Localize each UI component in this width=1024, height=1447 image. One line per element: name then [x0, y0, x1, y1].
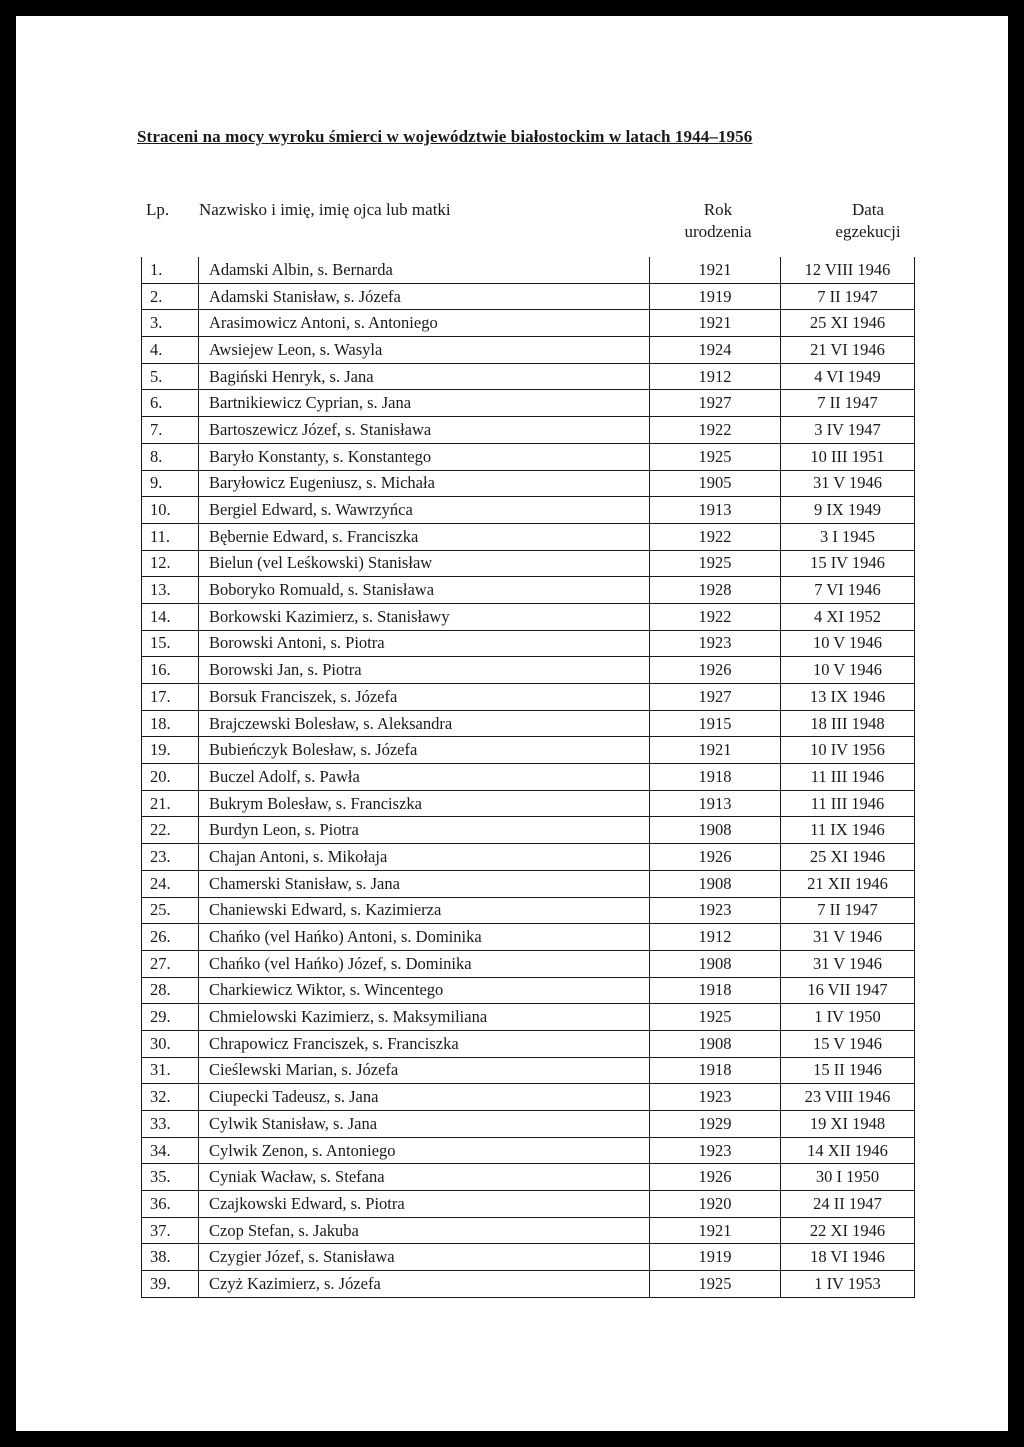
table-row — [142, 710, 915, 737]
row-execution-date: 11 III 1946 — [781, 764, 915, 791]
row-birth-year: 1922 — [650, 417, 781, 444]
table-row — [142, 924, 915, 951]
row-birth-year: 1921 — [650, 737, 781, 764]
row-name: Bagiński Henryk, s. Jana — [199, 363, 650, 390]
row-name: Bartnikiewicz Cyprian, s. Jana — [199, 390, 650, 417]
row-execution-date: 3 I 1945 — [781, 523, 915, 550]
row-number: 1. — [142, 257, 199, 283]
row-name: Czajkowski Edward, s. Piotra — [199, 1191, 650, 1218]
row-name: Buczel Adolf, s. Pawła — [199, 764, 650, 791]
row-birth-year: 1923 — [650, 897, 781, 924]
header-execution-date-line2: egzekucji — [835, 222, 901, 241]
row-birth-year: 1927 — [650, 390, 781, 417]
executions-table — [141, 257, 915, 1298]
row-name: Boboryko Romuald, s. Stanisława — [199, 577, 650, 604]
row-execution-date: 10 III 1951 — [781, 443, 915, 470]
row-name: Czyż Kazimierz, s. Józefa — [199, 1271, 650, 1298]
table-row — [142, 1084, 915, 1111]
row-number: 17. — [142, 684, 199, 711]
row-execution-date: 15 V 1946 — [781, 1030, 915, 1057]
row-birth-year: 1922 — [650, 523, 781, 550]
row-birth-year: 1918 — [650, 1057, 781, 1084]
row-execution-date: 18 III 1948 — [781, 710, 915, 737]
row-birth-year: 1920 — [650, 1191, 781, 1218]
row-birth-year: 1925 — [650, 1271, 781, 1298]
row-execution-date: 25 XI 1946 — [781, 844, 915, 871]
row-birth-year: 1915 — [650, 710, 781, 737]
row-birth-year: 1926 — [650, 844, 781, 871]
row-execution-date: 21 XII 1946 — [781, 870, 915, 897]
table-row — [142, 550, 915, 577]
row-birth-year: 1923 — [650, 630, 781, 657]
row-execution-date: 7 II 1947 — [781, 897, 915, 924]
row-number: 21. — [142, 790, 199, 817]
table-row — [142, 1217, 915, 1244]
row-number: 26. — [142, 924, 199, 951]
table-row — [142, 950, 915, 977]
row-execution-date: 31 V 1946 — [781, 924, 915, 951]
row-number: 11. — [142, 523, 199, 550]
row-number: 6. — [142, 390, 199, 417]
row-birth-year: 1905 — [650, 470, 781, 497]
header-name: Nazwisko i imię, imię ojca lub matki — [199, 200, 451, 219]
row-execution-date: 31 V 1946 — [781, 470, 915, 497]
row-number: 33. — [142, 1111, 199, 1138]
table-row — [142, 603, 915, 630]
row-name: Bielun (vel Leśkowski) Stanisław — [199, 550, 650, 577]
row-name: Bębernie Edward, s. Franciszka — [199, 523, 650, 550]
row-birth-year: 1929 — [650, 1111, 781, 1138]
row-execution-date: 10 IV 1956 — [781, 737, 915, 764]
row-birth-year: 1921 — [650, 257, 781, 283]
row-execution-date: 10 V 1946 — [781, 630, 915, 657]
header-birth-year-line1: Rok — [703, 200, 733, 219]
row-birth-year: 1924 — [650, 337, 781, 364]
row-number: 37. — [142, 1217, 199, 1244]
row-name: Cylwik Stanisław, s. Jana — [199, 1111, 650, 1138]
row-birth-year: 1928 — [650, 577, 781, 604]
table-row — [142, 1004, 915, 1031]
table-row — [142, 1137, 915, 1164]
table-row — [142, 1244, 915, 1271]
row-number: 8. — [142, 443, 199, 470]
row-birth-year: 1926 — [650, 1164, 781, 1191]
row-number: 2. — [142, 283, 199, 310]
row-execution-date: 14 XII 1946 — [781, 1137, 915, 1164]
row-number: 34. — [142, 1137, 199, 1164]
row-execution-date: 22 XI 1946 — [781, 1217, 915, 1244]
row-number: 24. — [142, 870, 199, 897]
row-name: Baryłowicz Eugeniusz, s. Michała — [199, 470, 650, 497]
row-name: Borowski Antoni, s. Piotra — [199, 630, 650, 657]
row-birth-year: 1918 — [650, 977, 781, 1004]
row-birth-year: 1927 — [650, 684, 781, 711]
row-execution-date: 15 II 1946 — [781, 1057, 915, 1084]
row-execution-date: 16 VII 1947 — [781, 977, 915, 1004]
table-row — [142, 390, 915, 417]
row-execution-date: 4 XI 1952 — [781, 603, 915, 630]
table-row — [142, 790, 915, 817]
row-execution-date: 12 VIII 1946 — [781, 257, 915, 283]
row-name: Cyniak Wacław, s. Stefana — [199, 1164, 650, 1191]
row-execution-date: 7 II 1947 — [781, 283, 915, 310]
row-number: 36. — [142, 1191, 199, 1218]
row-birth-year: 1925 — [650, 1004, 781, 1031]
table-row — [142, 417, 915, 444]
row-number: 20. — [142, 764, 199, 791]
row-execution-date: 7 VI 1946 — [781, 577, 915, 604]
row-birth-year: 1921 — [650, 310, 781, 337]
row-number: 29. — [142, 1004, 199, 1031]
row-number: 39. — [142, 1271, 199, 1298]
row-birth-year: 1908 — [650, 950, 781, 977]
row-name: Bartoszewicz Józef, s. Stanisława — [199, 417, 650, 444]
table-row — [142, 523, 915, 550]
row-execution-date: 18 VI 1946 — [781, 1244, 915, 1271]
row-name: Adamski Stanisław, s. Józefa — [199, 283, 650, 310]
row-name: Chamerski Stanisław, s. Jana — [199, 870, 650, 897]
row-execution-date: 30 I 1950 — [781, 1164, 915, 1191]
table-row — [142, 737, 915, 764]
row-execution-date: 1 IV 1950 — [781, 1004, 915, 1031]
table-row — [142, 764, 915, 791]
row-name: Baryło Konstanty, s. Konstantego — [199, 443, 650, 470]
row-number: 9. — [142, 470, 199, 497]
table-row — [142, 310, 915, 337]
table-row — [142, 1030, 915, 1057]
row-number: 13. — [142, 577, 199, 604]
table-row — [142, 1111, 915, 1138]
row-execution-date: 1 IV 1953 — [781, 1271, 915, 1298]
row-execution-date: 3 IV 1947 — [781, 417, 915, 444]
header-execution-date-line1: Data — [851, 200, 885, 219]
row-name: Borkowski Kazimierz, s. Stanisławy — [199, 603, 650, 630]
row-number: 25. — [142, 897, 199, 924]
row-birth-year: 1925 — [650, 443, 781, 470]
row-name: Adamski Albin, s. Bernarda — [199, 257, 650, 283]
row-birth-year: 1912 — [650, 363, 781, 390]
row-name: Awsiejew Leon, s. Wasyla — [199, 337, 650, 364]
row-execution-date: 13 IX 1946 — [781, 684, 915, 711]
table-row — [142, 363, 915, 390]
table-row — [142, 443, 915, 470]
table-row — [142, 630, 915, 657]
row-number: 14. — [142, 603, 199, 630]
row-name: Bukrym Bolesław, s. Franciszka — [199, 790, 650, 817]
table-row — [142, 577, 915, 604]
row-name: Czygier Józef, s. Stanisława — [199, 1244, 650, 1271]
table-row — [142, 977, 915, 1004]
row-number: 7. — [142, 417, 199, 444]
row-execution-date: 11 III 1946 — [781, 790, 915, 817]
row-birth-year: 1908 — [650, 870, 781, 897]
row-birth-year: 1919 — [650, 1244, 781, 1271]
row-name: Charkiewicz Wiktor, s. Wincentego — [199, 977, 650, 1004]
row-name: Chmielowski Kazimierz, s. Maksymiliana — [199, 1004, 650, 1031]
row-name: Chrapowicz Franciszek, s. Franciszka — [199, 1030, 650, 1057]
row-birth-year: 1926 — [650, 657, 781, 684]
table-row — [142, 470, 915, 497]
row-birth-year: 1925 — [650, 550, 781, 577]
row-execution-date: 31 V 1946 — [781, 950, 915, 977]
row-name: Cieślewski Marian, s. Józefa — [199, 1057, 650, 1084]
table-row — [142, 497, 915, 524]
row-name: Chańko (vel Hańko) Antoni, s. Dominika — [199, 924, 650, 951]
table-row — [142, 684, 915, 711]
row-number: 10. — [142, 497, 199, 524]
row-name: Chajan Antoni, s. Mikołaja — [199, 844, 650, 871]
row-execution-date: 7 II 1947 — [781, 390, 915, 417]
row-number: 28. — [142, 977, 199, 1004]
row-name: Czop Stefan, s. Jakuba — [199, 1217, 650, 1244]
table-row — [142, 257, 915, 283]
row-number: 12. — [142, 550, 199, 577]
row-name: Borsuk Franciszek, s. Józefa — [199, 684, 650, 711]
row-name: Cylwik Zenon, s. Antoniego — [199, 1137, 650, 1164]
row-execution-date: 15 IV 1946 — [781, 550, 915, 577]
row-number: 30. — [142, 1030, 199, 1057]
row-birth-year: 1918 — [650, 764, 781, 791]
row-name: Ciupecki Tadeusz, s. Jana — [199, 1084, 650, 1111]
row-birth-year: 1913 — [650, 497, 781, 524]
row-birth-year: 1922 — [650, 603, 781, 630]
row-number: 31. — [142, 1057, 199, 1084]
row-execution-date: 11 IX 1946 — [781, 817, 915, 844]
row-number: 15. — [142, 630, 199, 657]
row-execution-date: 9 IX 1949 — [781, 497, 915, 524]
row-birth-year: 1923 — [650, 1137, 781, 1164]
row-name: Chaniewski Edward, s. Kazimierza — [199, 897, 650, 924]
table-row — [142, 337, 915, 364]
table-row — [142, 283, 915, 310]
row-number: 38. — [142, 1244, 199, 1271]
table-row — [142, 897, 915, 924]
header-execution-date — [768, 199, 968, 243]
row-birth-year: 1913 — [650, 790, 781, 817]
row-name: Chańko (vel Hańko) Józef, s. Dominika — [199, 950, 650, 977]
row-execution-date: 21 VI 1946 — [781, 337, 915, 364]
row-name: Burdyn Leon, s. Piotra — [199, 817, 650, 844]
row-birth-year: 1908 — [650, 817, 781, 844]
row-number: 16. — [142, 657, 199, 684]
row-name: Borowski Jan, s. Piotra — [199, 657, 650, 684]
row-number: 35. — [142, 1164, 199, 1191]
row-number: 18. — [142, 710, 199, 737]
table-row — [142, 1271, 915, 1298]
row-number: 4. — [142, 337, 199, 364]
row-execution-date: 25 XI 1946 — [781, 310, 915, 337]
table-row — [142, 870, 915, 897]
table-row — [142, 657, 915, 684]
row-number: 27. — [142, 950, 199, 977]
table-row — [142, 1057, 915, 1084]
row-name: Brajczewski Bolesław, s. Aleksandra — [199, 710, 650, 737]
document-page — [16, 16, 1008, 1431]
header-birth-year-line2: urodzenia — [684, 222, 752, 241]
row-number: 22. — [142, 817, 199, 844]
table-row — [142, 844, 915, 871]
row-execution-date: 10 V 1946 — [781, 657, 915, 684]
row-birth-year: 1908 — [650, 1030, 781, 1057]
row-number: 19. — [142, 737, 199, 764]
row-number: 32. — [142, 1084, 199, 1111]
row-name: Arasimowicz Antoni, s. Antoniego — [199, 310, 650, 337]
row-birth-year: 1912 — [650, 924, 781, 951]
row-birth-year: 1923 — [650, 1084, 781, 1111]
row-execution-date: 23 VIII 1946 — [781, 1084, 915, 1111]
table-row — [142, 1191, 915, 1218]
row-number: 3. — [142, 310, 199, 337]
table-row — [142, 1164, 915, 1191]
row-name: Bubieńczyk Bolesław, s. Józefa — [199, 737, 650, 764]
header-lp: Lp. — [146, 200, 170, 219]
row-execution-date: 4 VI 1949 — [781, 363, 915, 390]
row-name: Bergiel Edward, s. Wawrzyńca — [199, 497, 650, 524]
row-number: 23. — [142, 844, 199, 871]
table-row — [142, 817, 915, 844]
row-birth-year: 1919 — [650, 283, 781, 310]
row-birth-year: 1921 — [650, 1217, 781, 1244]
row-number: 5. — [142, 363, 199, 390]
row-execution-date: 24 II 1947 — [781, 1191, 915, 1218]
row-execution-date: 19 XI 1948 — [781, 1111, 915, 1138]
document-title: Straceni na mocy wyroku śmierci w województwie białostockim w latach 1944–1956 — [137, 127, 753, 146]
